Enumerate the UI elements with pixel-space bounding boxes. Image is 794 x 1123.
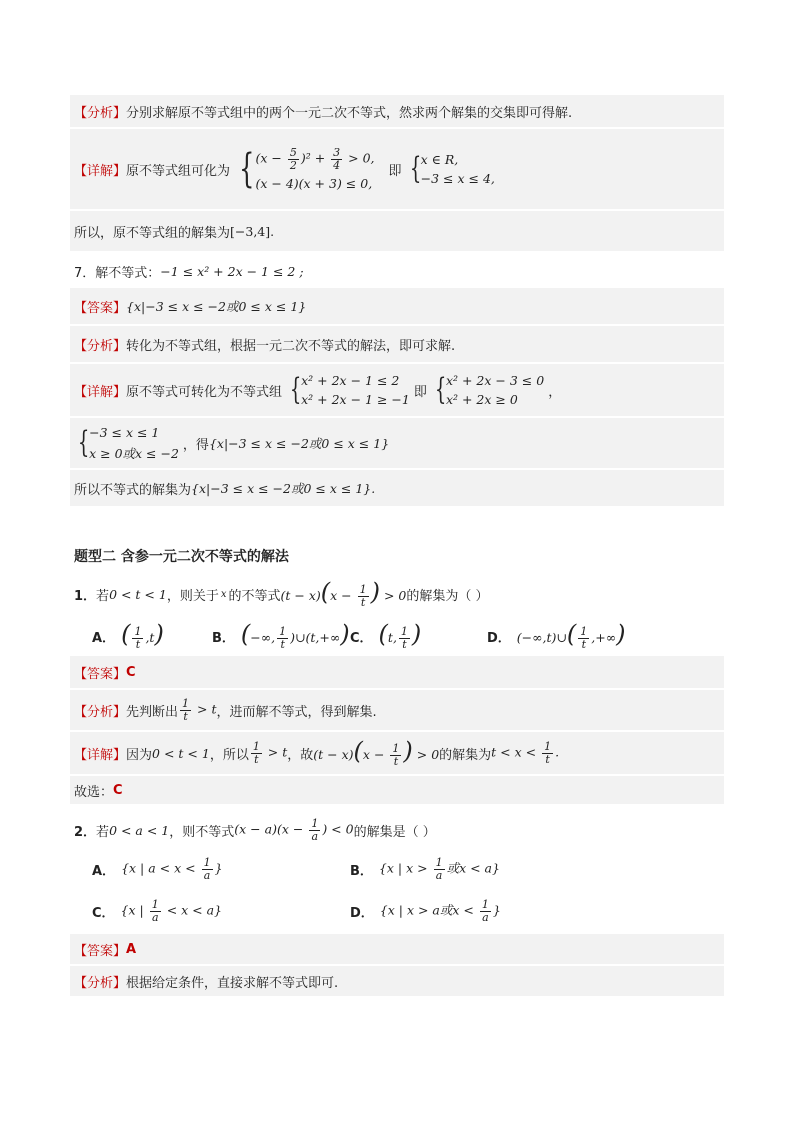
q7-system-2: { x² + 2x − 3 ≤ 0 x² + 2x ≥ 0 (434, 372, 545, 407)
p2-option-d[interactable]: D． {x | x > a或x < $\frac{1}{a}$ } (350, 897, 501, 924)
p1-detail-a: 因为 (126, 747, 153, 763)
q7-detail-row (70, 364, 724, 416)
p1-option-a[interactable]: A． ( $\frac{1}{t}$ ,t) (92, 619, 164, 651)
p2-answer-letter: A (126, 941, 137, 957)
q6-conclusion-lead: 所以，原不等式组的解集为 (74, 225, 231, 241)
left-brace: { (409, 151, 421, 186)
p2-stem-a: 若 (96, 824, 110, 840)
analysis-tag: 【分析】 (74, 704, 127, 720)
p1-stem (70, 578, 724, 610)
q7-analysis-row (70, 326, 724, 362)
p1-analysis-c: ，进而解不等式，得到解集. (216, 704, 377, 720)
p1-condition: 0 < t < 1 (109, 586, 167, 602)
p1-option-d[interactable]: D． (−∞,t)∪( $\frac{1}{t}$ ,+∞) (487, 619, 626, 651)
p1-detail-inequality: (t − x)(x − $\frac{1}{t}$ ) > 0 (313, 736, 440, 768)
q6-analysis-row (70, 95, 724, 127)
p1-analysis-a: 先判断出 (126, 704, 179, 720)
q7-system-3: { −3 ≤ x ≤ 1 x ≥ 0或x ≤ −2 (77, 424, 179, 461)
p1-detail-b: ，所以 (209, 747, 249, 763)
p1-x: x (220, 588, 227, 600)
p1-stem-a: 若 (96, 588, 110, 604)
answer-tag: 【答案】 (74, 666, 127, 682)
q7-sys1-line2: x² + 2x − 1 ≥ −1 (301, 392, 410, 407)
q7-conclusion-lead: 所以不等式的解集为 (74, 482, 192, 498)
p1-inequality: (t − x)(x − $\frac{1}{t}$ ) > 0 (280, 577, 407, 609)
q7-ji: 即 (413, 384, 427, 400)
answer-tag: 【答案】 (74, 943, 127, 959)
q6-detail-lead: 原不等式组可化为 (126, 163, 231, 179)
p1-analysis-row: 【分析】 先判断出 $\frac{1}{t}$ > t ，进而解不等式，得到解集. (70, 690, 724, 730)
q7-number: 7． (74, 265, 96, 281)
q6-system (234, 147, 375, 190)
p1-detail-condition: 0 < t < 1 (152, 745, 210, 761)
q6-result-line2: −3 ≤ x ≤ 4, (420, 171, 495, 186)
q7-conclusion-value: {x|−3 ≤ x ≤ −2或0 ≤ x ≤ 1}. (191, 481, 376, 496)
q6-ji: 即 (388, 163, 402, 179)
q7-comma: ， (548, 384, 562, 400)
p2-option-b[interactable]: B． {x | x > $\frac{1}{a}$ 或x < a} (350, 855, 500, 882)
p2-stem-c: 的解集是（ ） (353, 824, 436, 840)
p1-detail-d: ，故 (287, 747, 314, 763)
q7-stem (70, 256, 724, 286)
p1-option-b[interactable]: B． (−∞, $\frac{1}{t}$ )∪(t,+∞) (212, 619, 350, 651)
q6-result-line1: x ∈ R, (420, 152, 459, 167)
q7-detail-lead: 原不等式可转化为不等式组 (126, 384, 283, 400)
q6-conclusion-value: [−3,4]. (230, 223, 275, 239)
p1-choice-row (70, 776, 724, 804)
q7-sys3-line1: −3 ≤ x ≤ 1 (89, 424, 160, 440)
p2-analysis-text: 根据给定条件，直接求解不等式即可. (126, 975, 339, 991)
p1-choice-label: 故选： (74, 784, 114, 800)
q7-sys1-line1: x² + 2x − 1 ≤ 2 (301, 373, 400, 388)
q6-system-line1: (x − $\frac{5}{2}$ )² + $\frac{3}{4}$ > 0, (255, 146, 375, 172)
p1-detail-row: 【详解】 因为 0 < t < 1 ，所以 $\frac{1}{t}$ > t ，故 (t − x)(x − $\frac{1}{t}$ ) > 0 的解集为 t < x < $\frac{1}{t}$ . (70, 732, 724, 774)
section-title: 题型二 含参一元二次不等式的解法 (74, 549, 289, 565)
q7-stem-math: −1 ≤ x² + 2x − 1 ≤ 2 ; (160, 263, 304, 279)
q6-analysis-text: 分别求解原不等式组中的两个一元二次不等式，然求两个解集的交集即可得解. (126, 105, 573, 121)
p2-analysis-row (70, 966, 724, 996)
p2-stem-b: ，则不等式 (169, 824, 235, 840)
q7-system-1: { x² + 2x − 1 ≤ 2 x² + 2x − 1 ≥ −1 (289, 372, 410, 407)
analysis-tag: 【分析】 (74, 105, 127, 121)
analysis-tag: 【分析】 (74, 338, 127, 354)
p1-detail-h: 的解集为 (439, 747, 492, 763)
p2-answer-row (70, 934, 724, 964)
q6-system-line2: (x − 4)(x + 3) ≤ 0, (255, 175, 373, 191)
p1-stem-d: 的解集为（ ） (406, 588, 489, 604)
q7-analysis-text: 转化为不等式组，根据一元二次不等式的解法，即可求解. (126, 338, 456, 354)
p1-option-c[interactable]: C． (t, $\frac{1}{t}$ ) (350, 619, 422, 651)
q7-sys2-line1: x² + 2x − 3 ≤ 0 (445, 373, 545, 388)
q6-detail-row (70, 129, 724, 209)
p2-inequality: (x − a)(x − $\frac{1}{a}$ ) < 0 (234, 816, 354, 843)
q7-de-value: {x|−3 ≤ x ≤ −2或0 ≤ x ≤ 1} (208, 436, 390, 451)
q7-stem-text: 解不等式： (95, 265, 161, 281)
q6-conclusion-row (70, 211, 724, 251)
analysis-tag: 【分析】 (74, 975, 127, 991)
p1-stem-b: ，则关于 (166, 588, 219, 604)
p2-option-c[interactable]: C． {x | $\frac{1}{a}$ < x < a} (92, 897, 223, 924)
detail-tag: 【详解】 (74, 163, 127, 179)
q7-system3-row (70, 418, 724, 468)
p1-stem-c: 的不等式 (228, 588, 281, 604)
p1-analysis-b: > t (193, 701, 217, 717)
q7-de: ，得 (182, 437, 209, 453)
p2-stem (70, 812, 724, 848)
answer-tag: 【答案】 (74, 300, 127, 316)
q6-result-system (406, 152, 495, 186)
p1-number: 1． (74, 588, 97, 604)
detail-tag: 【详解】 (74, 384, 127, 400)
q7-answer-value: {x|−3 ≤ x ≤ −2或0 ≤ x ≤ 1} (126, 299, 307, 314)
p1-answer-letter: C (126, 664, 136, 680)
q7-answer-row (70, 288, 724, 324)
p1-answer-row (70, 656, 724, 688)
p2-condition: 0 < a < 1 (109, 822, 170, 838)
q7-sys2-line2: x² + 2x ≥ 0 (445, 392, 518, 407)
detail-tag: 【详解】 (74, 747, 127, 763)
p1-choice-letter: C (113, 782, 123, 798)
p2-number: 2． (74, 824, 97, 840)
left-brace: { (239, 146, 255, 192)
q7-sys3-line2: x ≥ 0或x ≤ −2 (89, 445, 179, 461)
q7-conclusion-row (70, 470, 724, 506)
p2-option-a[interactable]: A． {x | a < x < $\frac{1}{a}$ } (92, 855, 223, 882)
